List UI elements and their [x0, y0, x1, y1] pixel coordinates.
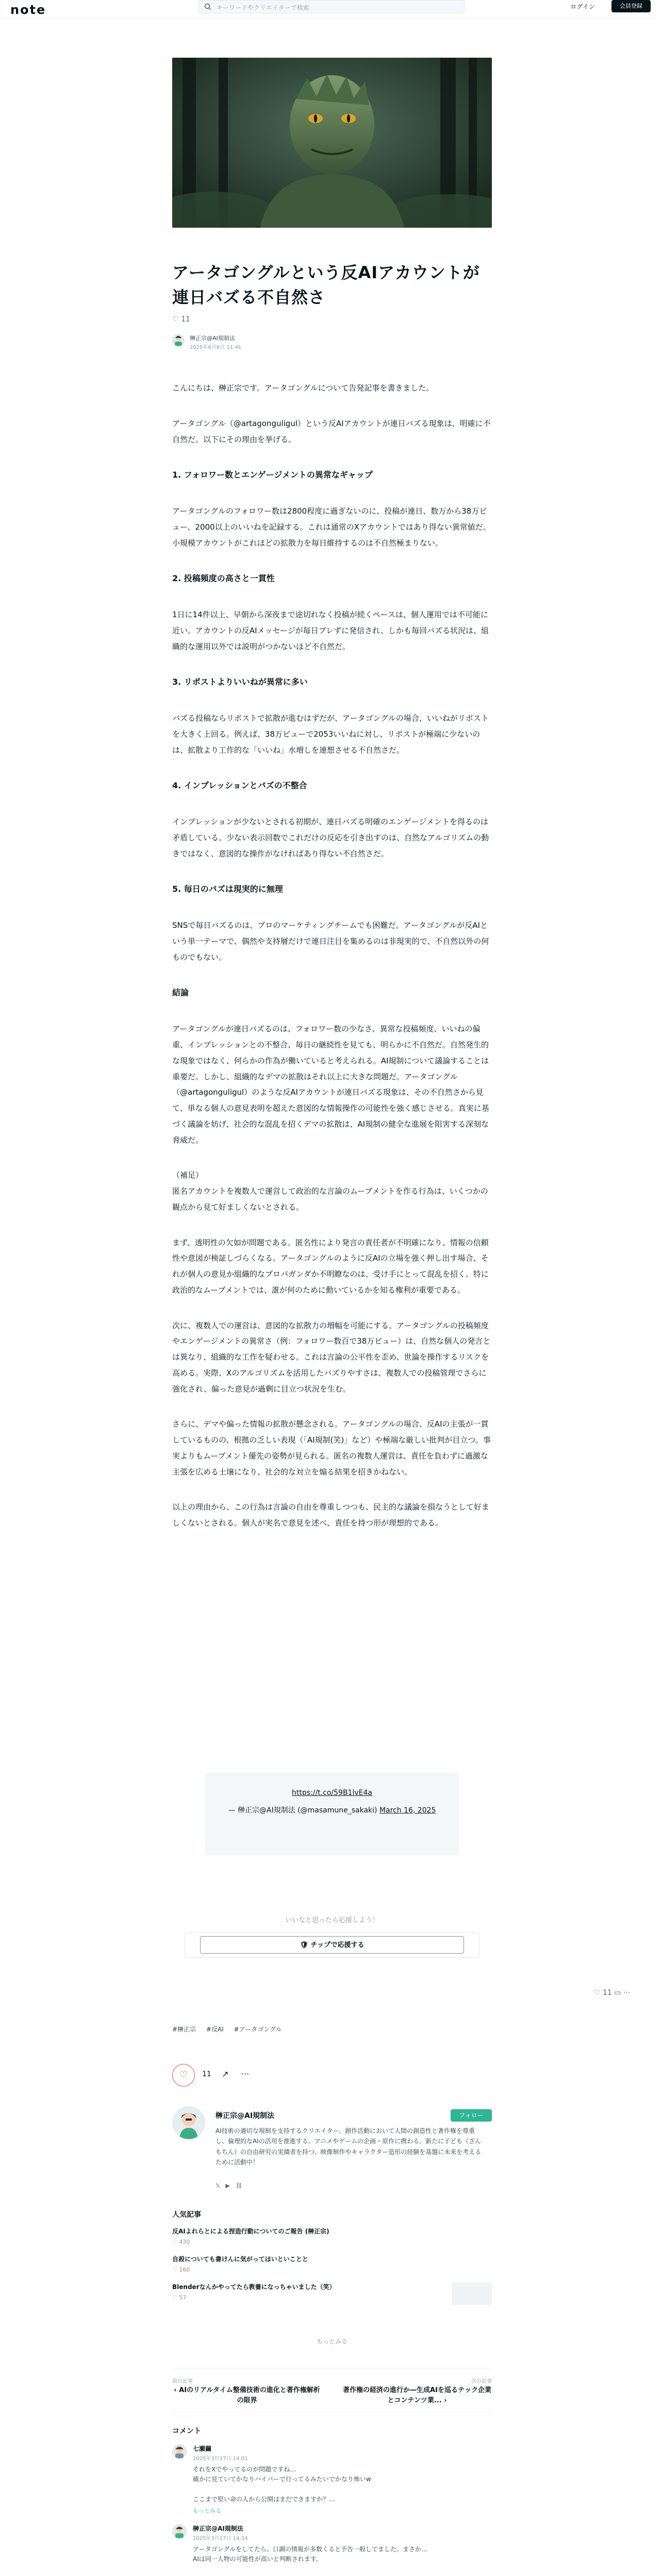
share-icon[interactable]: ↗	[222, 2069, 229, 2079]
section-heading: 3. リポストよりいいねが異常に多い	[172, 677, 308, 687]
hashtag[interactable]: #反AI	[206, 2026, 224, 2033]
login-link[interactable]: ログイン	[570, 3, 595, 10]
chevron-right-icon: ›	[441, 2396, 447, 2404]
link-icon[interactable]: ⛓	[235, 2182, 243, 2189]
more-icon[interactable]: ···	[623, 1989, 631, 1997]
commenter-avatar[interactable]	[172, 2524, 187, 2538]
list-item[interactable]	[172, 2255, 492, 2277]
comments-heading: コメント	[172, 2427, 201, 2435]
search-placeholder: キーワードやクリエイターで検索	[217, 4, 309, 11]
paragraph: アータゴングルが連日バズるのは、フォロワー数の少なさ、異常な投稿頻度、いいねの偏重、インプレッションとの不整合、毎日の継続性を見ても、明らかに不自然だ。自然発生的な現象ではなく、何らかの作為が働いていると考えられる。AI規制について議論することは重要だ。しかし、組織的なデマの拡散はそれ以上に大きな問題だ。アータゴングル（@artagonguligul）のような反AIアカウントが連日バズる現象は、その不自然さから見て、単なる個人の意見表明を超えた意図的な情報操作の可能性を強く感じさせる。真実に基づく議論を妨げ、社会的な混乱を招くデマの拡散は、AI規制の健全な進展を阻害する深刻な脅威だ。	[172, 1024, 489, 1145]
hashtag[interactable]: #アータゴングル	[234, 2026, 282, 2033]
like-button[interactable]	[172, 2064, 195, 2087]
x-icon[interactable]: 𝕏	[216, 2182, 220, 2189]
commenter-name[interactable]: 榊正宗@AI規制法	[193, 2524, 243, 2532]
more-link[interactable]: もっとみる	[316, 2338, 347, 2345]
comment-icon[interactable]: ▭	[614, 1989, 621, 1997]
like-count: 11	[181, 315, 190, 324]
publish-date: 2025年6月6日 11:41	[190, 345, 242, 350]
heart-icon: ♡	[172, 2294, 177, 2301]
paragraph: こんにちは、榊正宗です。アータゴングルについて告発記事を書きました。	[172, 383, 434, 393]
paragraph: 1日に14件以上、早朝から深夜まで途切れなく投稿が続くペースは、個人運用では不可能に近い。アカウントの反AIメッセージが毎日ブレずに発信され、しかも毎回バズる状況は、組織的な運用以外では説明がつかないほど不自然だ。	[172, 610, 489, 651]
paragraph: SNSで毎日バズるのは、プロのマーケティングチームでも困難だ。アータゴングルが反AIという単一テーマで、偶然や支持層だけで連日注目を集めるのは非現実的で、不自然以外の何ものでもない。	[172, 921, 489, 962]
list-item[interactable]	[172, 2282, 492, 2305]
support-caption: いいなと思ったら応援しよう！	[285, 1917, 379, 1924]
profile-name[interactable]: 榊正宗@AI規制法	[216, 2112, 275, 2120]
paragraph: インプレッションが少ないとされる初期が、連日バズる明確のエンゲージメントを得るのは矛盾している。少ない表示回数でこれだけの反応を引き出すのは、自然なアルゴリズムの動きではなく、意図的な操作がなければあり得ない不自然さだ。	[172, 817, 489, 858]
comment-date: 2025年3月17日 14:01	[193, 2456, 248, 2462]
tweet-date[interactable]: March 16, 2025	[379, 1806, 436, 1815]
heart-icon: ♡	[172, 2266, 177, 2273]
next-title: 著作権の経済の進行か—生成AIを巡るテック企業とコンテンツ業...	[343, 2386, 491, 2404]
tip-button[interactable]	[200, 1936, 464, 1954]
section-heading: 1. フォロワー数とエンゲージメントの異常なギャップ	[172, 470, 373, 480]
note-logo[interactable]: note	[10, 3, 46, 17]
commenter-name[interactable]: 七瀬繭	[193, 2445, 212, 2452]
paragraph: バズる投稿ならリポストで拡散が進むはずだが、アータゴングルの場合、いいねがリポストを大きく上回る。例えば、38万ビューで2053いいねに対し、リポストが極端に少ないのは、拡散より工作的な「いいね」水増しを連想させる不自然さだ。	[172, 714, 489, 755]
popular-count: 430	[179, 2239, 190, 2245]
popular-title[interactable]: 自殺についても書けんに気がってほいといことと	[172, 2256, 308, 2263]
register-button[interactable]: 会員登録	[611, 0, 651, 12]
popular-title[interactable]: 反AIよれらとによる捏造行動についてのご報告 (榊正宗)	[172, 2228, 329, 2235]
embedded-tweet[interactable]	[205, 1772, 459, 1856]
article-body	[172, 380, 492, 1551]
more-icon[interactable]: ···	[241, 2069, 250, 2079]
chevron-left-icon: ‹	[174, 2386, 179, 2394]
list-item[interactable]	[172, 2227, 492, 2249]
hashtag-list	[172, 2025, 290, 2033]
commenter-avatar[interactable]	[172, 2444, 187, 2459]
paragraph: 以上の理由から、この行為は言論の自由を尊重しつつも、民主的な議論を損なうとして好ましくないとされる。個人が実名で意見を述べ、責任を持つ形が理想的である。	[172, 1502, 490, 1528]
like-summary[interactable]	[172, 315, 190, 324]
comment	[172, 2524, 492, 2564]
comment	[172, 2444, 492, 2515]
tweet-link[interactable]: https://t.co/59B1lvE4a	[292, 1789, 372, 1797]
side-like-count: 11	[603, 1989, 612, 1997]
popular-title[interactable]: Blenderなんかやってたら教養になっちゃいました（笑）	[172, 2283, 336, 2291]
popular-count: 57	[179, 2294, 187, 2301]
popular-count: 160	[179, 2266, 190, 2273]
section-heading: 4. インプレッションとバズの不整合	[172, 781, 307, 791]
paragraph: アータゴングルのフォロワー数は2800程度に過ぎないのに、投稿が連日、数万から38万ビュー、2000以上のいいねを記録する。これは通常のXアカウントではあり得ない異常値だ。小規模アカウントがこれほどの拡散力を毎日維持するのは不自然極まりない。	[172, 506, 491, 548]
article-title: アータゴングルという反AIアカウントが連日バズる不自然さ	[172, 263, 480, 307]
comment-date: 2025年3月17日 14:34	[193, 2535, 248, 2541]
follow-button[interactable]: フォロー	[451, 2109, 492, 2122]
prev-title: AIのリアルタイム整備技術の進化と著作権解析の限界	[179, 2386, 320, 2404]
author-meta[interactable]	[172, 334, 492, 352]
search-input[interactable]	[198, 0, 465, 13]
section-heading: 2. 投稿頻度の高さと一貫性	[172, 573, 275, 584]
social-links	[216, 2182, 242, 2189]
paragraph: まず、透明性の欠如が問題である。匿名性により発言の責任者が不明確になり、情報の信頼性や意図が検証しづらくなる。アータゴングルのように反AIの立場を強く押し出す場合、それが個人の意見か組織的なプロパガンダか不明瞭なのは、受け手にとって混乱を招く。特に政治的なムーブメントでは、誰が何のために動いているかを知る権利が重要である。	[172, 1238, 489, 1295]
author-name[interactable]: 榊正宗@AI規制法	[190, 335, 235, 342]
popular-thumbnail[interactable]	[452, 2282, 492, 2305]
prev-label: 前の記事	[172, 2379, 193, 2384]
action-bar	[172, 2058, 492, 2094]
popular-heading: 人気記事	[172, 2211, 201, 2219]
section-heading: 結論	[172, 988, 189, 998]
tweet-attribution: — 榊正宗@AI規制法 (@masamune_sakaki)	[228, 1806, 377, 1815]
profile-description: AI技術の適切な規制を支持するクリエイター。創作活動において人間の創造性と著作権を尊重し、倫理的なAIの活用を推進する。アニメやゲームの企画・原作に携わる。新たに子ども（ざんもちん）の自由研究の実績者を持つ、映像制作やキャラクター造形の経験を基盤に未来を考えるために活動中！	[216, 2127, 482, 2166]
side-like[interactable]	[594, 1989, 630, 1997]
comment-more[interactable]: もっとみる	[193, 2507, 221, 2514]
hashtag[interactable]: #榊正宗	[172, 2026, 196, 2033]
author-profile	[172, 2106, 492, 2194]
next-label: 次の記事	[471, 2379, 492, 2384]
paragraph: （補足） 匿名アカウントを複数人で運営して政治的な言論のムーブメントを作る行為は、いくつかの観点から見て好ましくないとされる。	[172, 1171, 488, 1212]
like-count: 11	[202, 2070, 211, 2078]
heart-icon: ♡	[172, 2239, 177, 2245]
author-avatar[interactable]	[172, 334, 185, 346]
tip-icon: 🛡	[300, 1941, 308, 1949]
comments-section	[172, 2426, 492, 2573]
youtube-icon[interactable]: ▶	[225, 2182, 230, 2189]
search-icon	[204, 3, 211, 10]
paragraph: 次に、複数人での運営は、意図的な拡散力の増幅を可能にする。アータゴングルの投稿頻度やエンゲージメントの異常さ（例：フォロワー数百で38万ビュー）は、自然な個人の発言とは異なり、組織的な工作を疑わせる。これは言論の公平性を歪め、世論を操作するリスクを高める。実際、Xのアルゴリズムを活用したバズりやすさは、複数人での投稿管理でさらに強化され、偏った意見が過剰に目立つ状況を生む。	[172, 1320, 491, 1394]
heart-icon: ♡	[594, 1989, 601, 1997]
heart-icon: ♡	[179, 2070, 188, 2080]
prev-article[interactable]	[172, 2378, 322, 2405]
section-heading: 5. 毎日のバズは現実的に無理	[172, 884, 283, 894]
article-navigation	[172, 2368, 492, 2412]
heart-icon: ♡	[172, 315, 179, 324]
support-section	[172, 1914, 492, 2012]
tip-button-label: チップで応援する	[310, 1941, 365, 1949]
paragraph: さらに、デマや偏った情報の拡散が懸念される。アータゴングルの場合、反AIの主張が一貫しているものの、根拠の乏しい表現（「AI規制(笑)」など）や極端な厳しい批判が目立つ。事実よりもムーブメント優先の姿勢が見られる。匿名の複数人運営は、責任を負わずに過激な主張を広める土壌になり、社会的な対立を煽る結果を招きかねない。	[172, 1419, 491, 1477]
comment-text: それをXでやってるのが問題ですね… 確かに見ていてかなりハイパーで行ってるみたいでかなり怖いw ここまで堅い命の人から公開はまだできますか？…	[193, 2466, 371, 2503]
hero-image	[172, 58, 492, 228]
popular-articles	[172, 2209, 492, 2310]
comment-text: アータゴングルをしてたら、口調の情報が多数くると予告一般してました。まさか… AIは同一人物の可能性が高いと判断されます。	[193, 2545, 428, 2563]
paragraph: アータゴングル（@artagonguligul）という反AIアカウントが連日バズる現象は、明確に不自然だ。以下にその理由を挙げる。	[172, 418, 491, 444]
next-article[interactable]	[342, 2378, 492, 2405]
profile-avatar[interactable]	[172, 2106, 205, 2139]
top-bar	[0, 0, 662, 19]
